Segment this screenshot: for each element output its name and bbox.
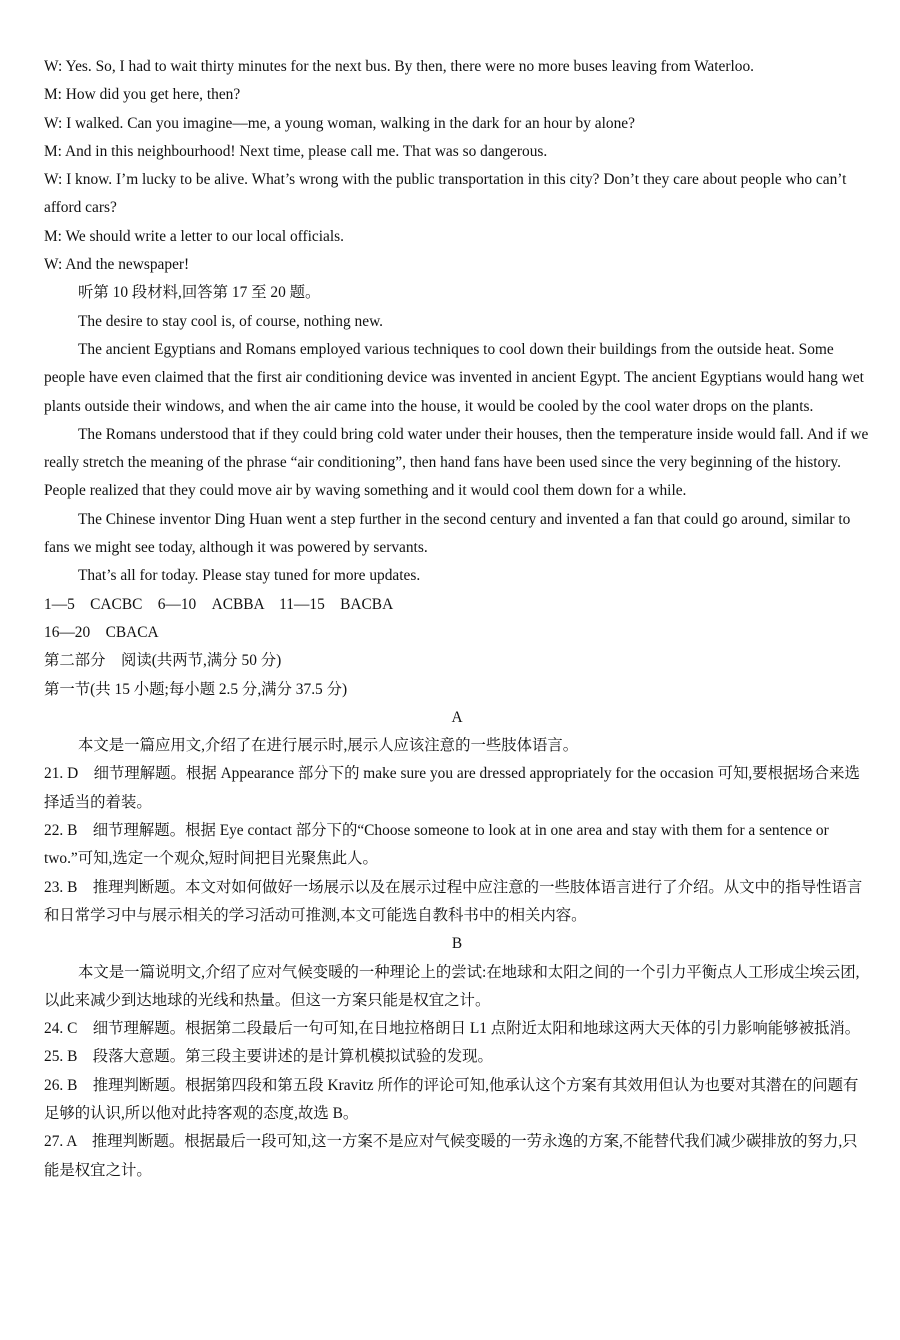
- dialogue-line: W: Yes. So, I had to wait thirty minutes for the next bus. By then, there were no more buses leaving from Waterloo.: [44, 58, 755, 75]
- passage-summary: 本文是一篇应用文,介绍了在进行展示时,展示人应该注意的一些肢体语言。: [78, 737, 579, 755]
- dialogue-line: W: And the newspaper!: [44, 256, 190, 274]
- dialogue-line: M: We should write a letter to our local officials.: [44, 227, 344, 245]
- passage-paragraph: The desire to stay cool is, of course, nothing new.: [78, 312, 384, 330]
- answer-explanation: 23. B 推理判断题。本文对如何做好一场展示以及在展示过程中应注意的一些肢体语言进行了介绍。从文中的指导性语言和日常学习中与展示相关的学习活动可推测,本文可能选自教科书中的相关内容。: [44, 878, 863, 924]
- passage-paragraph: The Romans understood that if they could bring cold water under their houses, then the temperature inside would fall. And if we really stretch the meaning of the phrase “air conditioning”, then hand fans have been used since the very beginning of the history. People realized that they could move air by waving something and it would cool them down for a while.: [44, 425, 869, 500]
- section-title: 第一节(共 15 小题;每小题 2.5 分,满分 37.5 分): [44, 680, 348, 698]
- answer-explanation: 22. B 细节理解题。根据 Eye contact 部分下的“Choose someone to look at in one area and stay with them for a sentence or two.”可知,选定一个观众,短时间把目光聚焦此人。: [44, 822, 829, 868]
- section-intro: 听第 10 段材料,回答第 17 至 20 题。: [78, 284, 321, 302]
- dialogue-line: W: I walked. Can you imagine—me, a young woman, walking in the dark for an hour by alone?: [44, 114, 635, 132]
- passage-paragraph: The Chinese inventor Ding Huan went a step further in the second century and invented a fan that could go around, similar to fans we might see today, although it was powered by servants.: [44, 510, 851, 557]
- answer-explanation: 26. B 推理判断题。根据第四段和第五段 Kravitz 所作的评论可知,他承认这个方案有其效用但认为也要对其潜在的问题有足够的认识,所以他对此持客观的态度,故选 B。: [44, 1076, 859, 1122]
- answer-explanation: 27. A 推理判断题。根据最后一段可知,这一方案不是应对气候变暖的一劳永逸的方案,不能替代我们减少碳排放的努力,只能是权宜之计。: [44, 1133, 858, 1179]
- passage-paragraph: The ancient Egyptians and Romans employed various techniques to cool down their buildings from the outside heat. Some people have even claimed that the first air conditioning device was invented in ancient Egypt. The ancient Egyptians would hang wet plants outside their windows, and when the air came into the house, it would be cooled by the cool water drops on the plants.: [44, 340, 864, 415]
- part-title: 第二部分 阅读(共两节,满分 50 分): [44, 652, 282, 670]
- dialogue-line: M: How did you get here, then?: [44, 86, 241, 104]
- passage-label: B: [451, 935, 463, 953]
- answer-explanation: 21. D 细节理解题。根据 Appearance 部分下的 make sure you are dressed appropriately for the occasion 可知,要根据场合来选择适当的着装。: [44, 765, 860, 811]
- dialogue-line: W: I know. I’m lucky to be alive. What’s wrong with the public transportation in this city? Don’t they care about people who can’t afford cars?: [44, 171, 847, 217]
- document-content: [44, 53, 870, 1185]
- passage-paragraph: That’s all for today. Please stay tuned for more updates.: [78, 567, 421, 585]
- answer-explanation: 24. C 细节理解题。根据第二段最后一句可知,在日地拉格朗日 L1 点附近太阳和地球这两大天体的引力影响能够被抵消。: [44, 1020, 861, 1038]
- dialogue-line: M: And in this neighbourhood! Next time, please call me. That was so dangerous.: [44, 142, 548, 160]
- answer-key-line: 1—5 CACBC 6—10 ACBBA 11—15 BACBA: [44, 595, 394, 613]
- answer-key-line: 16—20 CBACA: [44, 623, 159, 641]
- answer-explanation: 25. B 段落大意题。第三段主要讲述的是计算机模拟试验的发现。: [44, 1048, 493, 1066]
- passage-summary: 本文是一篇说明文,介绍了应对气候变暖的一种理论上的尝试:在地球和太阳之间的一个引力平衡点人工形成尘埃云团,以此来减少到达地球的光线和热量。但这一方案只能是权宜之计。: [44, 963, 860, 1009]
- passage-label: A: [451, 708, 463, 726]
